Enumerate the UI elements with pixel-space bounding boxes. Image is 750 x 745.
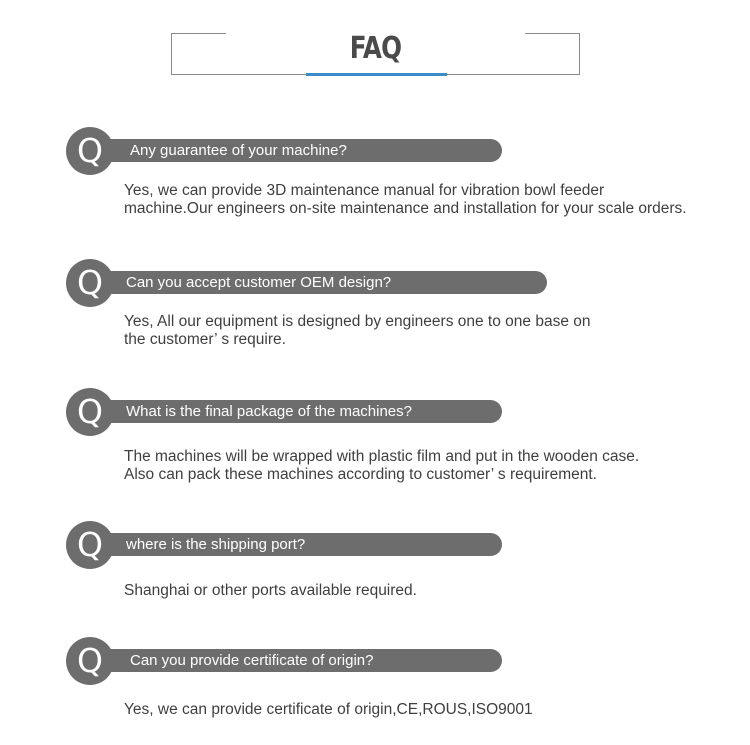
header-underline-left — [171, 74, 306, 75]
answer-text — [124, 182, 687, 218]
q-badge-icon: Q — [66, 127, 114, 175]
header-underline-right — [445, 74, 580, 75]
answer-line: Also can pack these machines according to customer’ s requirement. — [124, 466, 597, 483]
question-row — [66, 388, 746, 436]
faq-item — [66, 521, 746, 599]
page-title: FAQ — [349, 31, 402, 66]
question-text: Can you provide certificate of origin? — [130, 652, 374, 669]
answer-line: Yes, All our equipment is designed by engineers one to one base on — [124, 313, 591, 330]
answer-text — [124, 448, 639, 484]
answer-line: The machines will be wrapped with plastic film and put in the wooden case. — [124, 448, 640, 465]
answer-text — [124, 582, 417, 600]
q-badge-icon: Q — [66, 637, 114, 685]
faq-item — [66, 259, 746, 348]
question-row — [66, 127, 746, 175]
question-text: What is the final package of the machines? — [126, 403, 412, 420]
faq-item — [66, 388, 746, 483]
answer-line: the customer’ s require. — [124, 331, 286, 348]
question-text: where is the shipping port? — [126, 536, 306, 553]
faq-item — [66, 637, 746, 718]
question-text: Any guarantee of your machine? — [130, 142, 347, 159]
q-badge-icon: Q — [66, 388, 114, 436]
answer-line: Yes, we can provide certificate of origin,CE,ROUS,ISO9001 — [124, 701, 533, 718]
answer-line: Shanghai or other ports available required. — [124, 582, 417, 599]
question-row — [66, 259, 746, 307]
q-badge-icon: Q — [66, 521, 114, 569]
question-row — [66, 521, 746, 569]
faq-header — [171, 33, 580, 75]
answer-line: Yes, we can provide 3D maintenance manual for vibration bowl feeder — [124, 182, 605, 199]
answer-text — [124, 701, 533, 719]
question-row — [66, 637, 746, 685]
q-badge-icon: Q — [66, 259, 114, 307]
question-text: Can you accept customer OEM design? — [126, 274, 392, 291]
answer-text — [124, 313, 590, 349]
faq-item — [66, 127, 746, 217]
header-accent-bar — [306, 73, 447, 76]
answer-line: machine.Our engineers on-site maintenance and installation for your scale orders. — [124, 200, 687, 217]
